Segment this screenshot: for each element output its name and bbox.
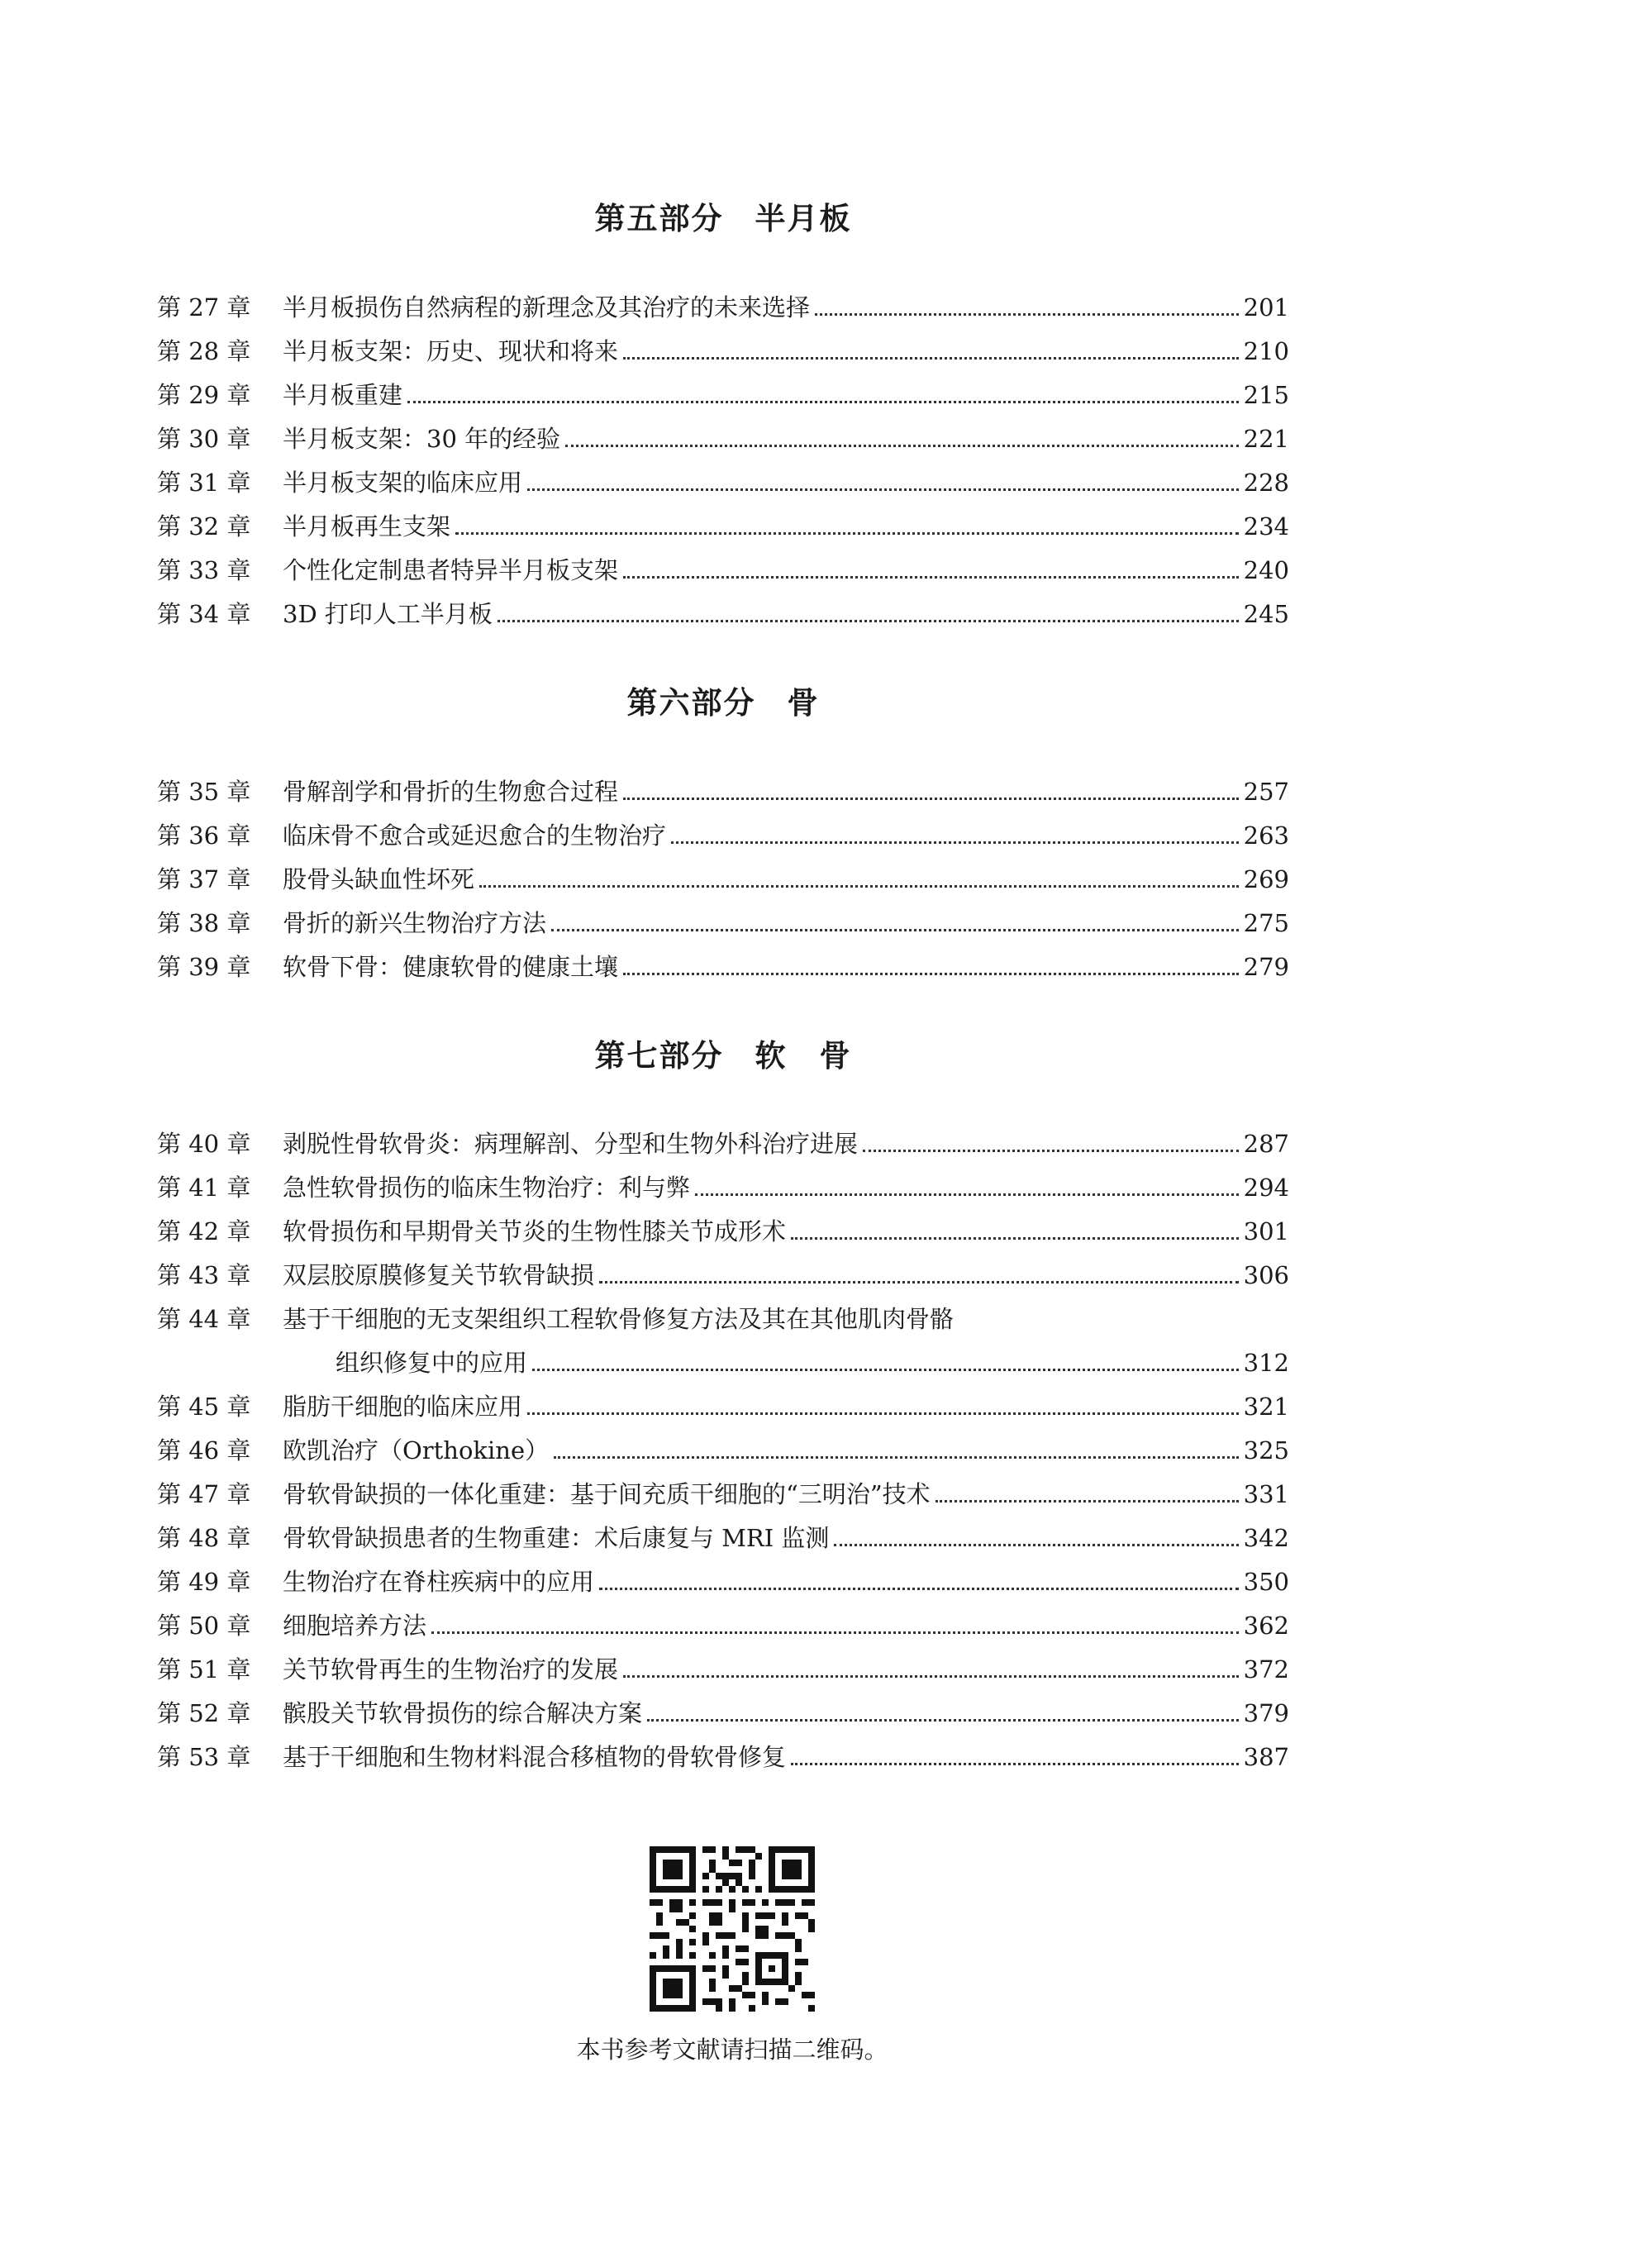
toc-entry[interactable]	[157, 1252, 1289, 1292]
chapter-number: 第 31 章	[157, 469, 251, 497]
dot-leader	[527, 488, 1239, 491]
page-number: 228	[1243, 469, 1289, 497]
chapter-title-continuation: 组织修复中的应用	[336, 1349, 528, 1377]
chapter-title: 细胞培养方法	[283, 1612, 427, 1640]
page-number: 201	[1243, 293, 1289, 321]
chapter-title: 基于干细胞的无支架组织工程软骨修复方法及其在其他肌肉骨骼	[283, 1305, 955, 1333]
chapter-title: 半月板损伤自然病程的新理念及其治疗的未来选择	[283, 293, 811, 321]
chapter-title: 3D 打印人工半月板	[283, 600, 493, 628]
dot-leader	[599, 1281, 1239, 1283]
dot-leader	[554, 1456, 1239, 1459]
page-number: 234	[1243, 512, 1289, 541]
toc-entry[interactable]	[157, 769, 1289, 808]
part-title	[157, 683, 1289, 724]
page-number: 350	[1243, 1568, 1289, 1596]
dot-leader	[551, 929, 1239, 931]
dot-leader	[407, 401, 1239, 403]
chapter-title: 半月板支架：30 年的经验	[283, 425, 561, 453]
page-number: 245	[1243, 600, 1289, 628]
toc-entry[interactable]	[157, 944, 1289, 983]
chapter-number: 第 34 章	[157, 600, 251, 628]
chapter-title: 软骨下骨：健康软骨的健康土壤	[283, 953, 619, 981]
chapter-title: 急性软骨损伤的临床生物治疗：利与弊	[283, 1174, 691, 1202]
chapter-number: 第 51 章	[157, 1655, 251, 1683]
toc-entry[interactable]	[157, 416, 1289, 455]
toc-entry[interactable]	[157, 1383, 1289, 1423]
chapter-number: 第 53 章	[157, 1743, 251, 1771]
toc-entry[interactable]	[157, 591, 1289, 631]
chapter-title: 生物治疗在脊柱疾病中的应用	[283, 1568, 595, 1596]
toc-entry[interactable]	[157, 1164, 1289, 1204]
dot-leader	[565, 445, 1239, 447]
toc-entry[interactable]	[157, 812, 1289, 852]
page-number: 294	[1243, 1174, 1289, 1202]
page-number: 331	[1243, 1480, 1289, 1508]
chapter-number: 第 48 章	[157, 1524, 251, 1552]
chapter-title: 骨折的新兴生物治疗方法	[283, 909, 547, 937]
dot-leader	[671, 841, 1239, 844]
dot-leader	[527, 1412, 1239, 1415]
toc-entry[interactable]	[157, 1690, 1289, 1730]
toc-entry[interactable]	[157, 1646, 1289, 1686]
chapter-number: 第 39 章	[157, 953, 251, 981]
dot-leader	[431, 1631, 1239, 1634]
dot-leader	[647, 1719, 1239, 1722]
toc-entry[interactable]	[157, 547, 1289, 587]
chapter-title: 半月板重建	[283, 381, 403, 409]
toc-entry[interactable]	[157, 1471, 1289, 1511]
chapter-number: 第 30 章	[157, 425, 251, 453]
dot-leader	[815, 313, 1239, 316]
dot-leader	[791, 1237, 1239, 1240]
page-number: 275	[1243, 909, 1289, 937]
chapter-number: 第 38 章	[157, 909, 251, 937]
dot-leader	[834, 1544, 1238, 1546]
dot-leader	[695, 1193, 1239, 1196]
chapter-title: 临床骨不愈合或延迟愈合的生物治疗	[283, 821, 667, 850]
page-number: 362	[1243, 1612, 1289, 1640]
page-number: 372	[1243, 1655, 1289, 1683]
chapter-title: 软骨损伤和早期骨关节炎的生物性膝关节成形术	[283, 1217, 787, 1245]
chapter-number: 第 33 章	[157, 556, 251, 584]
toc-entry[interactable]	[157, 372, 1289, 412]
chapter-number: 第 35 章	[157, 778, 251, 806]
dot-leader	[623, 357, 1239, 360]
toc-entry[interactable]	[157, 1296, 1289, 1336]
chapter-title: 髌股关节软骨损伤的综合解决方案	[283, 1699, 643, 1727]
dot-leader	[455, 532, 1239, 535]
toc-entry-continuation[interactable]	[157, 1340, 1289, 1379]
chapter-number: 第 41 章	[157, 1174, 251, 1202]
chapter-number: 第 40 章	[157, 1130, 251, 1158]
page-number: 279	[1243, 953, 1289, 981]
part-number: 第五部分	[594, 201, 724, 236]
toc-entry[interactable]	[157, 1515, 1289, 1555]
chapter-title: 半月板支架：历史、现状和将来	[283, 337, 619, 365]
chapter-number: 第 45 章	[157, 1393, 251, 1421]
dot-leader	[623, 973, 1239, 975]
page-number: 269	[1243, 865, 1289, 893]
dot-leader	[623, 576, 1239, 579]
chapter-title: 双层胶原膜修复关节软骨缺损	[283, 1261, 595, 1289]
chapter-number: 第 49 章	[157, 1568, 251, 1596]
chapter-title: 股骨头缺血性坏死	[283, 865, 475, 893]
chapter-number: 第 43 章	[157, 1261, 251, 1289]
part-title	[157, 1036, 1289, 1077]
toc-entry[interactable]	[157, 856, 1289, 896]
dot-leader	[791, 1763, 1239, 1765]
page-number: 306	[1243, 1261, 1289, 1289]
toc-entry[interactable]	[157, 900, 1289, 940]
chapter-title: 骨软骨缺损患者的生物重建：术后康复与 MRI 监测	[283, 1524, 830, 1552]
chapter-title: 欧凯治疗（Orthokine）	[283, 1436, 550, 1464]
dot-leader	[623, 798, 1239, 800]
chapter-number: 第 29 章	[157, 381, 251, 409]
dot-leader	[532, 1369, 1239, 1371]
chapter-number: 第 27 章	[157, 293, 251, 321]
page-number: 210	[1243, 337, 1289, 365]
page-number: 321	[1243, 1393, 1289, 1421]
part-number: 第七部分	[594, 1038, 724, 1074]
page-number: 387	[1243, 1743, 1289, 1771]
chapter-title: 关节软骨再生的生物治疗的发展	[283, 1655, 619, 1683]
qr-code-icon[interactable]	[650, 1846, 815, 2012]
chapter-number: 第 36 章	[157, 821, 251, 850]
part-number: 第六部分	[626, 685, 756, 721]
chapter-number: 第 28 章	[157, 337, 251, 365]
toc-entry[interactable]	[157, 1427, 1289, 1467]
chapter-number: 第 44 章	[157, 1305, 251, 1333]
chapter-title: 半月板再生支架	[283, 512, 451, 541]
page-number: 287	[1243, 1130, 1289, 1158]
toc-entry[interactable]	[157, 1602, 1289, 1642]
chapter-title: 个性化定制患者特异半月板支架	[283, 556, 619, 584]
qr-caption: 本书参考文献请扫描二维码。	[576, 2036, 888, 2064]
toc-entry[interactable]	[157, 1734, 1289, 1774]
chapter-number: 第 42 章	[157, 1217, 251, 1245]
dot-leader	[479, 885, 1239, 888]
page-number: 312	[1243, 1349, 1289, 1377]
toc-entry[interactable]	[157, 503, 1289, 543]
chapter-number: 第 37 章	[157, 865, 251, 893]
page-number: 325	[1243, 1436, 1289, 1464]
toc-entry[interactable]	[157, 1208, 1289, 1248]
page-number: 215	[1243, 381, 1289, 409]
chapter-title: 剥脱性骨软骨炎：病理解剖、分型和生物外科治疗进展	[283, 1130, 859, 1158]
page-number: 301	[1243, 1217, 1289, 1245]
page-number: 240	[1243, 556, 1289, 584]
toc-entry[interactable]	[157, 328, 1289, 368]
chapter-title: 基于干细胞和生物材料混合移植物的骨软骨修复	[283, 1743, 787, 1771]
part-title	[157, 198, 1289, 240]
page-number: 342	[1243, 1524, 1289, 1552]
chapter-number: 第 52 章	[157, 1699, 251, 1727]
chapter-number: 第 47 章	[157, 1480, 251, 1508]
dot-leader	[935, 1500, 1239, 1502]
page-number: 257	[1243, 778, 1289, 806]
chapter-title: 骨解剖学和骨折的生物愈合过程	[283, 778, 619, 806]
chapter-title: 骨软骨缺损的一体化重建：基于间充质干细胞的“三明治”技术	[283, 1480, 931, 1508]
chapter-number: 第 46 章	[157, 1436, 251, 1464]
chapter-number: 第 32 章	[157, 512, 251, 541]
page-number: 263	[1243, 821, 1289, 850]
dot-leader	[599, 1588, 1239, 1590]
chapter-number: 第 50 章	[157, 1612, 251, 1640]
toc-entry[interactable]	[157, 284, 1289, 324]
toc-entry[interactable]	[157, 1559, 1289, 1598]
toc-entry[interactable]	[157, 460, 1289, 499]
dot-leader	[623, 1675, 1239, 1678]
dot-leader	[863, 1150, 1239, 1152]
page-number: 379	[1243, 1699, 1289, 1727]
toc-entry[interactable]	[157, 1121, 1289, 1160]
dot-leader	[498, 620, 1239, 622]
page-number: 221	[1243, 425, 1289, 453]
chapter-title: 脂肪干细胞的临床应用	[283, 1393, 523, 1421]
part-name: 软 骨	[755, 1038, 852, 1074]
part-name: 半月板	[755, 201, 852, 236]
part-name: 骨	[787, 685, 820, 721]
chapter-title: 半月板支架的临床应用	[283, 469, 523, 497]
